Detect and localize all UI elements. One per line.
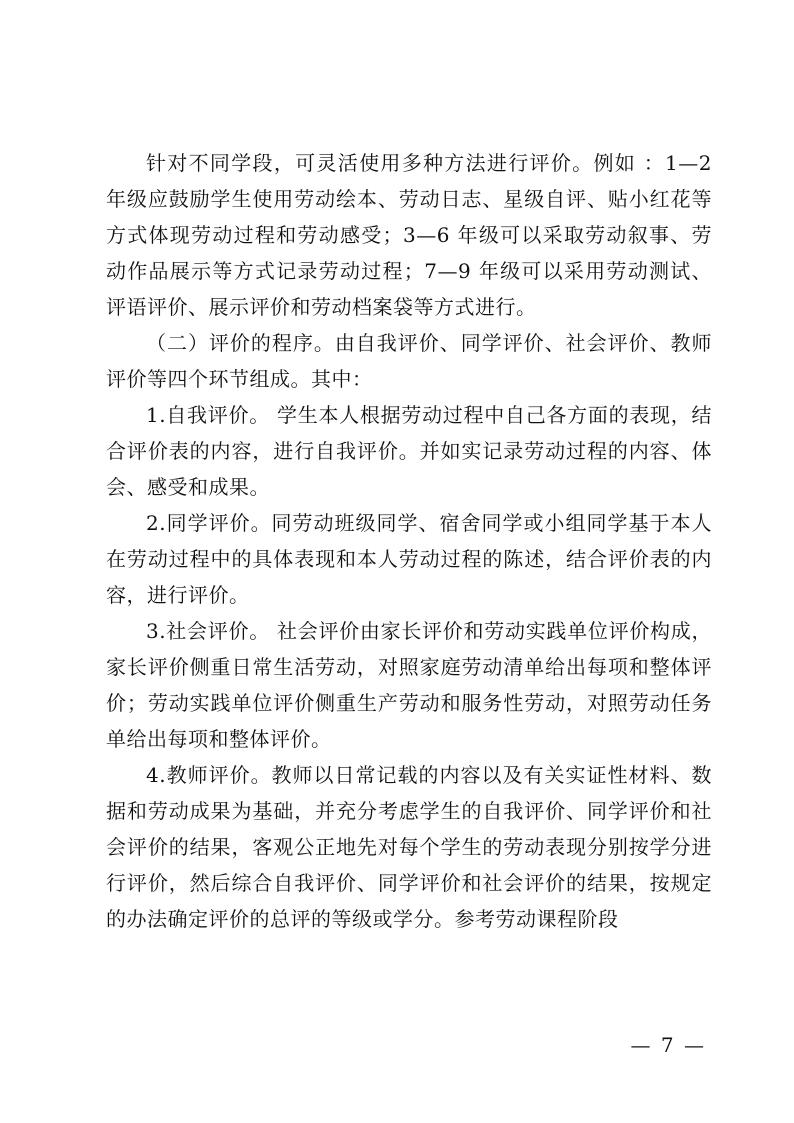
body-text (106, 145, 712, 937)
page-number: — 7 — (630, 1033, 706, 1057)
paragraph-evaluation-procedure: （二）评价的程序。由自我评价、同学评价、社会评价、教师评价等四个环节组成。其中： (106, 331, 712, 391)
paragraph-teacher-evaluation: 4.教师评价。教师以日常记载的内容以及有关实证性材料、数据和劳动成果为基础，并充分考虑学生的自我评价、同学评价和社会评价的结果，客观公正地先对每个学生的劳动表现分别按学分进行评价，然后综合自我评价、同学评价和社会评价的结果，按规定的办法确定评价的总评的等级或学分。参考劳动课程阶段 (106, 763, 712, 931)
paragraph-peer-evaluation: 2.同学评价。同劳动班级同学、宿舍同学或小组同学基于本人在劳动过程中的具体表现和本人劳动过程的陈述，结合评价表的内容，进行评价。 (106, 511, 712, 607)
paragraph-evaluation-methods: 针对不同学段，可灵活使用多种方法进行评价。例如 ：1—2 年级应鼓励学生使用劳动绘本、劳动日志、星级自评、贴小红花等方式体现劳动过程和劳动感受；3—6 年级可以采取劳动叙事、劳动作品展示等方式记录劳动过程；7—9 年级可以采用劳动测试、评语评价、展示评价和劳动档案袋等方式进行。 (106, 151, 712, 319)
paragraph-self-evaluation: 1.自我评价。 学生本人根据劳动过程中自己各方面的表现，结合评价表的内容，进行自我评价。并如实记录劳动过程的内容、体会、感受和成果。 (106, 403, 712, 499)
paragraph-social-evaluation: 3.社会评价。 社会评价由家长评价和劳动实践单位评价构成，家长评价侧重日常生活劳动，对照家庭劳动清单给出每项和整体评价；劳动实践单位评价侧重生产劳动和服务性劳动，对照劳动任务单给出每项和整体评价。 (106, 619, 712, 751)
